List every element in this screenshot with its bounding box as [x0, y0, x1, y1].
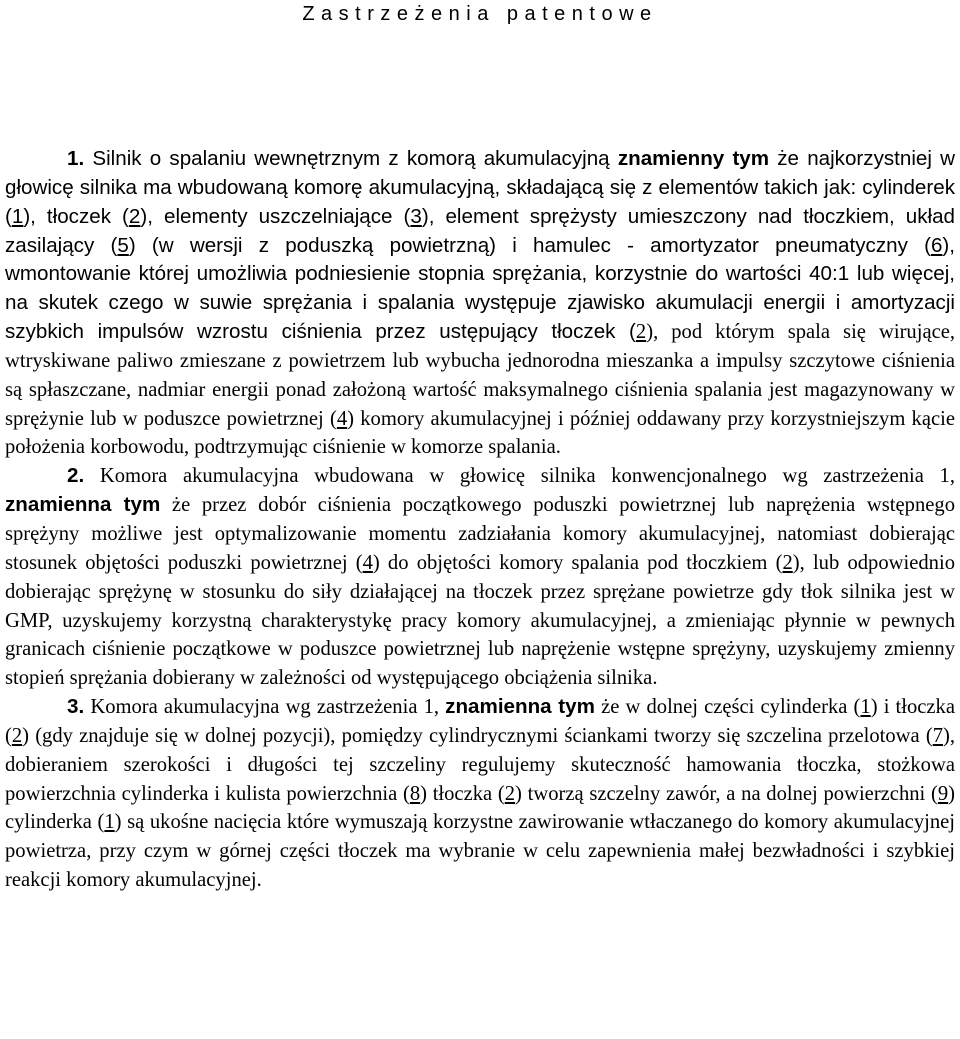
reference-numeral: 1 — [11, 204, 24, 228]
reference-numeral: 2 — [504, 782, 516, 805]
claim-text-run: że w dolnej części cylinderka ( — [594, 696, 861, 719]
claim-text-run: że przez dobór ciśnienia początkowego poduszki powietrznej lub naprężenia wstępnego sprężyny możliwe jest optymalizowanie momentu zadziałania komory akumulacyjnej, natomiast dobierając stosunek objętości poduszki powietrznej ( — [5, 494, 955, 574]
claim-text-run: ), wmontowanie której umożliwia podniesienie stopnia sprężania, korzystnie do wartości 40:1 lub więcej, na skutek czego w suwie sprężania i spalania występuje zjawisko akumulacji energii i amortyzacji szybkich impulsów wzrostu ciśnienia przez ustępujący tłoczek ( — [5, 233, 955, 344]
claim-number: 1. — [67, 147, 85, 170]
reference-numeral: 2 — [128, 204, 141, 228]
claim-text-run: ) komory akumulacyjnej i później oddawany przy korzystniejszym kącie położenia korbowodu, podtrzymując ciśnienie w komorze spalania. — [5, 407, 955, 459]
reference-numeral: 2 — [635, 321, 647, 344]
document-heading: Zastrzeżenia patentowe — [302, 3, 658, 25]
reference-numeral: 1 — [860, 696, 871, 719]
claim-keyword: znamienna tym — [445, 695, 595, 719]
claim-text-run: ), elementy uszczelniające ( — [140, 204, 411, 228]
claim-text-run: że najkorzystniej w głowicę silnika ma wbudowaną komorę akumulacyjną, składającą się z elementów takich jak: cylinderek ( — [5, 147, 956, 228]
claim-text-run: ) i tłoczka ( — [5, 696, 955, 747]
claim-text — [5, 148, 955, 458]
claim — [5, 145, 955, 462]
claim-text-run: ), lub odpowiednio dobierając sprężynę w stosunku do siły działającej na tłoczek przez sprężane powietrze gdy tłok silnika jest w GMP, uzyskujemy korzystną charakterystykę pracy komory akumulacyjnej, a zmieniając płynnie w pewnych granicach ciśnienie początkowe w poduszce powietrznej lub naprężenie wstępne sprężyny, uzyskujemy zmienny stopień sprężania dobierany w zależności od występującego obciążenia silnika. — [5, 551, 955, 690]
reference-numeral: 2 — [11, 724, 23, 747]
claim-text-run: ), tłoczek ( — [23, 204, 129, 228]
claim-keyword: znamienna tym — [5, 493, 161, 517]
claim — [5, 462, 955, 693]
claim-text-run: ), element sprężysty umieszczony nad tłoczkiem, układ zasilający ( — [5, 204, 956, 257]
claim-text-run: ) do objętości komory spalania pod tłoczkiem ( — [372, 551, 783, 574]
reference-numeral: 3 — [410, 204, 422, 228]
claim-keyword: znamienny tym — [617, 147, 770, 170]
claim-text-run: ) tworzą szczelny zawór, a na dolnej powierzchni ( — [515, 782, 938, 805]
claim-number: 3. — [67, 695, 85, 719]
claim — [5, 693, 955, 895]
claim-text-run: ) tłoczka ( — [420, 782, 505, 805]
claim-text-run: ) (gdy znajduje się w dolnej pozycji), pomiędzy cylindrycznymi ściankami tworzy się szczelina przelotowa ( — [22, 724, 933, 747]
reference-numeral: 2 — [782, 551, 793, 574]
claim-number: 2. — [67, 464, 85, 488]
reference-numeral: 9 — [937, 782, 949, 805]
claim-text-run: Silnik o spalaniu wewnętrznym z komorą akumulacyjną — [84, 147, 618, 170]
reference-numeral: 5 — [117, 233, 129, 257]
claims-list — [5, 145, 955, 895]
reference-numeral: 7 — [932, 724, 943, 747]
claim-text — [5, 465, 955, 689]
claim-text-run: ), dobieraniem szerokości i długości tej szczeliny regulujemy skuteczność hamowania tłoczka, stożkowa powierzchnia cylinderka i kulista powierzchnia ( — [5, 724, 955, 805]
claim-text-run: ) cylinderka ( — [5, 782, 955, 834]
claim-text-run: ) (w wersji z poduszką powietrzną) i hamulec - amortyzator pneumatyczny ( — [128, 233, 931, 257]
reference-numeral: 1 — [104, 811, 115, 834]
reference-numeral: 8 — [409, 782, 421, 805]
claim-text-run: ), pod którym spala się wirujące, wtryskiwane paliwo zmieszane z powietrzem lub wybucha jednorodna mieszanka a impulsy szczytowe ciśnienia są spłaszczane, nadmiar energii ponad założoną wartość maksymalnego ciśnienia spalania jest magazynowany w sprężynie lub w poduszce powietrznej ( — [5, 321, 956, 430]
claim-text-run: ) są ukośne nacięcia które wymuszają korzystne zawirowanie wtłaczanego do komory akumulacyjnej powietrza, przy czym w górnej części tłoczek ma wybranie w celu zapewnienia małej bezwładności i szybkiej reakcji komory akumulacyjnej. — [5, 811, 956, 892]
reference-numeral: 4 — [336, 407, 348, 430]
reference-numeral: 6 — [930, 233, 943, 257]
claim-text-run: Komora akumulacyjna wg zastrzeżenia 1, — [84, 696, 446, 719]
claim-text-run: Komora akumulacyjna wbudowana w głowicę silnika konwencjonalnego wg zastrzeżenia 1, — [84, 465, 955, 488]
reference-numeral: 4 — [362, 551, 373, 574]
claim-text — [5, 696, 955, 891]
